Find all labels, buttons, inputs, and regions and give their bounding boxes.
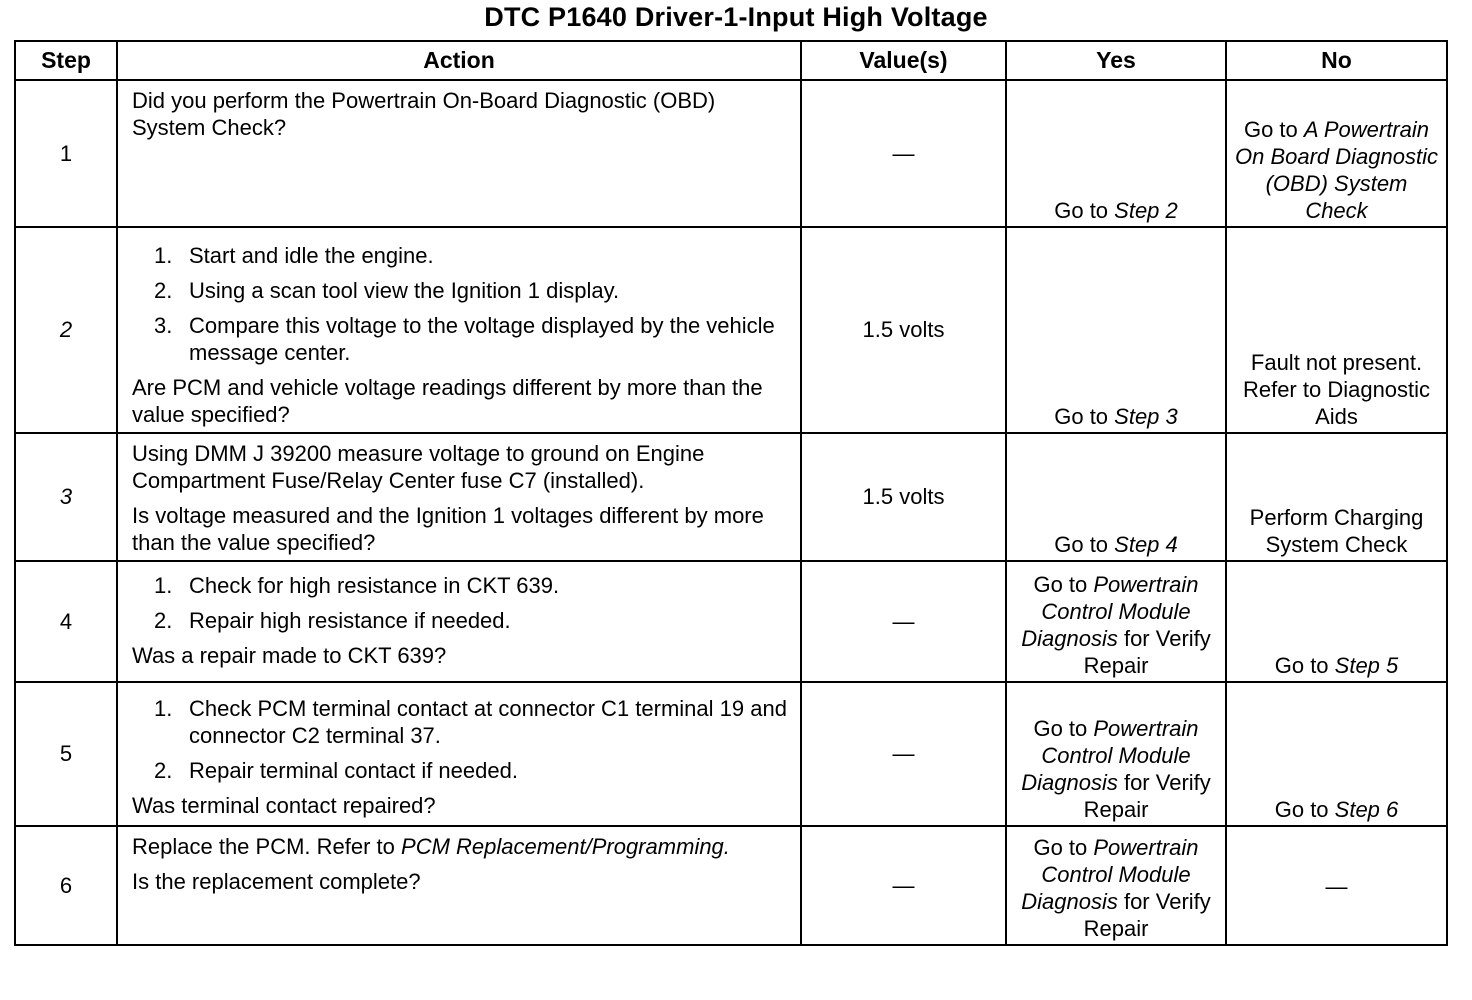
yes-link[interactable]: Powertrain Control Module Diagnosis — [1021, 572, 1199, 651]
no-prefix: Go to — [1243, 117, 1304, 142]
yes-link[interactable]: Step 3 — [1114, 404, 1178, 429]
yes-prefix: Go to — [1054, 404, 1115, 429]
no-link[interactable]: Step 5 — [1334, 653, 1399, 678]
question-text: Are PCM and vehicle voltage readings different by more than the value specified? — [132, 375, 763, 427]
value-cell: — — [801, 80, 1006, 227]
yes-link[interactable]: Powertrain Control Module Diagnosis — [1021, 835, 1199, 914]
value-cell: 1.5 volts — [801, 227, 1006, 433]
list-item: 1. Start and idle the engine. — [154, 243, 434, 268]
action-cell — [117, 227, 801, 433]
no-prefix: Go to — [1274, 653, 1335, 678]
value-cell: — — [801, 561, 1006, 682]
step-number: 6 — [15, 826, 117, 945]
yes-prefix: Go to — [1033, 835, 1094, 860]
step-number: 5 — [15, 682, 117, 826]
table-row — [15, 561, 1447, 682]
list-item: 2. Repair high resistance if needed. — [154, 608, 511, 633]
table-row — [15, 433, 1447, 561]
table-row — [15, 80, 1447, 227]
header-yes: Yes — [1006, 41, 1226, 80]
no-cell — [1226, 80, 1447, 227]
header-step: Step — [15, 41, 117, 80]
header-row — [15, 41, 1447, 80]
table-row — [15, 227, 1447, 433]
action-cell — [117, 80, 801, 227]
no-link[interactable]: Step 6 — [1334, 797, 1399, 822]
yes-cell — [1006, 433, 1226, 561]
action-text: Using DMM J 39200 measure voltage to ground on Engine Compartment Fuse/Relay Center fuse C7 (installed). — [132, 441, 705, 493]
action-text: Did you perform the Powertrain On-Board Diagnostic (OBD) System Check? — [132, 88, 716, 140]
yes-suffix: for Verify Repair — [1083, 889, 1211, 941]
no-prefix: Go to — [1274, 797, 1335, 822]
step-number: 2 — [15, 227, 117, 433]
yes-cell — [1006, 682, 1226, 826]
yes-cell — [1006, 826, 1226, 945]
list-item: 3. Compare this voltage to the voltage displayed by the vehicle message center. — [154, 313, 775, 365]
value-cell: — — [801, 682, 1006, 826]
step-number: 1 — [15, 80, 117, 227]
question-text: Is the replacement complete? — [132, 869, 421, 894]
table-row — [15, 682, 1447, 826]
yes-cell — [1006, 561, 1226, 682]
question-text: Was terminal contact repaired? — [132, 793, 436, 818]
table-row — [15, 826, 1447, 945]
list-item: 1. Check for high resistance in CKT 639. — [154, 573, 560, 598]
yes-suffix: for Verify Repair — [1083, 626, 1211, 678]
diagnostic-table — [14, 40, 1448, 946]
action-text: Replace the PCM. Refer to PCM Replacement/Programming. — [132, 834, 730, 859]
yes-prefix: Go to — [1033, 716, 1094, 741]
yes-cell — [1006, 227, 1226, 433]
page-title: DTC P1640 Driver-1-Input High Voltage — [484, 2, 988, 32]
step-number: 3 — [15, 433, 117, 561]
list-item: 2. Using a scan tool view the Ignition 1 display. — [154, 278, 620, 303]
yes-link[interactable]: Step 2 — [1114, 198, 1178, 223]
header-no: No — [1226, 41, 1447, 80]
header-action: Action — [117, 41, 801, 80]
list-item: 1. Check PCM terminal contact at connector C1 terminal 19 and connector C2 terminal 37. — [154, 696, 787, 748]
no-cell — [1226, 561, 1447, 682]
yes-cell — [1006, 80, 1226, 227]
action-cell — [117, 561, 801, 682]
yes-prefix: Go to — [1054, 532, 1115, 557]
steps-list — [132, 695, 788, 784]
action-cell — [117, 682, 801, 826]
steps-list — [132, 572, 788, 634]
yes-prefix: Go to — [1054, 198, 1115, 223]
question-text: Is voltage measured and the Ignition 1 voltages different by more than the value specified? — [132, 503, 764, 555]
header-values: Value(s) — [801, 41, 1006, 80]
action-cell — [117, 433, 801, 561]
yes-prefix: Go to — [1033, 572, 1094, 597]
action-link[interactable]: PCM Replacement/Programming. — [401, 834, 730, 859]
value-cell: 1.5 volts — [801, 433, 1006, 561]
no-link[interactable]: A Powertrain On Board Diagnostic (OBD) System Check — [1235, 117, 1438, 223]
yes-link[interactable]: Step 4 — [1114, 532, 1178, 557]
no-cell: Perform Charging System Check — [1226, 433, 1447, 561]
yes-link[interactable]: Powertrain Control Module Diagnosis — [1021, 716, 1199, 795]
no-cell: Fault not present. Refer to Diagnostic Aids — [1226, 227, 1447, 433]
no-cell: — — [1226, 826, 1447, 945]
steps-list — [132, 242, 788, 366]
action-cell — [117, 826, 801, 945]
value-cell: — — [801, 826, 1006, 945]
step-number: 4 — [15, 561, 117, 682]
no-cell — [1226, 682, 1447, 826]
yes-suffix: for Verify Repair — [1083, 770, 1211, 822]
question-text: Was a repair made to CKT 639? — [132, 643, 447, 668]
list-item: 2. Repair terminal contact if needed. — [154, 758, 518, 783]
